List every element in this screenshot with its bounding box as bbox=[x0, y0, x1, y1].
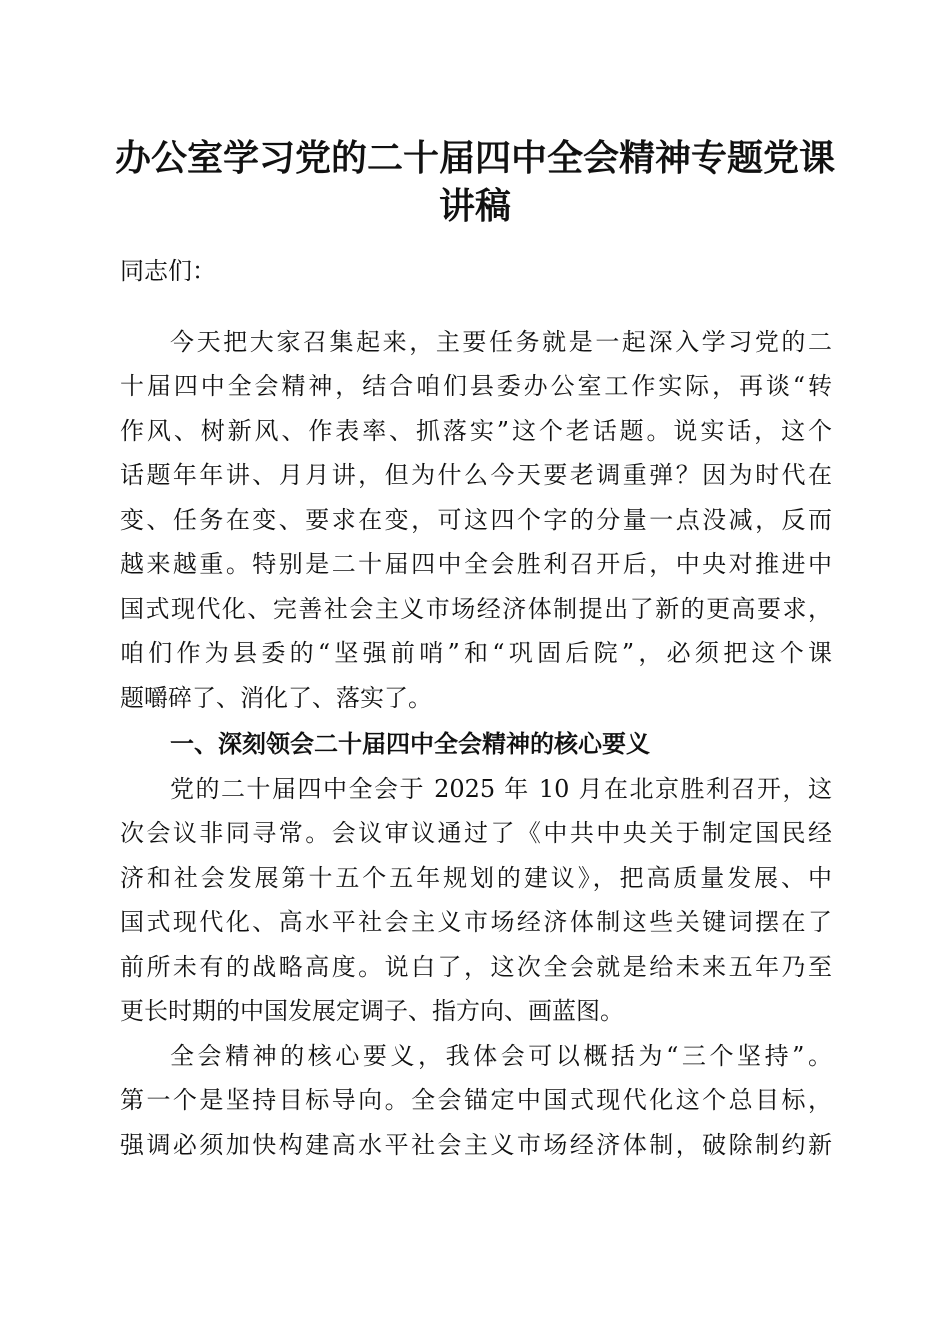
paragraph-2-line-4: 国式现代化、高水平社会主义市场经济体制这些关键词摆在了 bbox=[120, 908, 832, 936]
paragraph-2-line-1: 党的二十届四中全会于 2025 年 10 月在北京胜利召开，这 bbox=[170, 775, 832, 803]
document-title-line-1: 办公室学习党的二十届四中全会精神专题党课 bbox=[114, 137, 835, 179]
paragraph-1-line-2: 十届四中全会精神，结合咱们县委办公室工作实际，再谈“转 bbox=[120, 372, 832, 400]
paragraph-2-line-3: 济和社会发展第十五个五年规划的建议》，把高质量发展、中 bbox=[120, 864, 832, 892]
paragraph-1-line-4: 话题年年讲、月月讲，但为什么今天要老调重弹？因为时代在 bbox=[120, 461, 832, 489]
paragraph-1-line-9: 题嚼碎了、消化了、落实了。 bbox=[120, 684, 432, 712]
document-title-line-2: 讲稿 bbox=[438, 185, 511, 227]
paragraph-3-line-1: 全会精神的核心要义，我体会可以概括为“三个坚持”。 bbox=[170, 1042, 832, 1070]
salutation: 同志们： bbox=[120, 257, 216, 285]
section-1-heading: 一、深刻领会二十届四中全会精神的核心要义 bbox=[170, 730, 650, 758]
paragraph-2-line-6: 更长时期的中国发展定调子、指方向、画蓝图。 bbox=[120, 997, 624, 1025]
paragraph-1-line-3: 作风、树新风、作表率、抓落实”这个老话题。说实话，这个 bbox=[120, 417, 832, 445]
paragraph-3-line-3: 强调必须加快构建高水平社会主义市场经济体制，破除制约新 bbox=[120, 1131, 832, 1159]
paragraph-2-line-5: 前所未有的战略高度。说白了，这次全会就是给未来五年乃至 bbox=[120, 953, 832, 981]
paragraph-1-line-1: 今天把大家召集起来，主要任务就是一起深入学习党的二 bbox=[170, 328, 832, 356]
paragraph-1-line-6: 越来越重。特别是二十届四中全会胜利召开后，中央对推进中 bbox=[120, 550, 832, 578]
paragraph-3-line-2: 第一个是坚持目标导向。全会锚定中国式现代化这个总目标， bbox=[120, 1086, 832, 1114]
paragraph-1-line-8: 咱们作为县委的“坚强前哨”和“巩固后院”，必须把这个课 bbox=[120, 639, 832, 667]
paragraph-1-line-7: 国式现代化、完善社会主义市场经济体制提出了新的更高要求， bbox=[120, 595, 832, 623]
paragraph-2-line-2: 次会议非同寻常。会议审议通过了《中共中央关于制定国民经 bbox=[120, 819, 832, 847]
paragraph-1-line-5: 变、任务在变、要求在变，可这四个字的分量一点没减，反而 bbox=[120, 506, 832, 534]
